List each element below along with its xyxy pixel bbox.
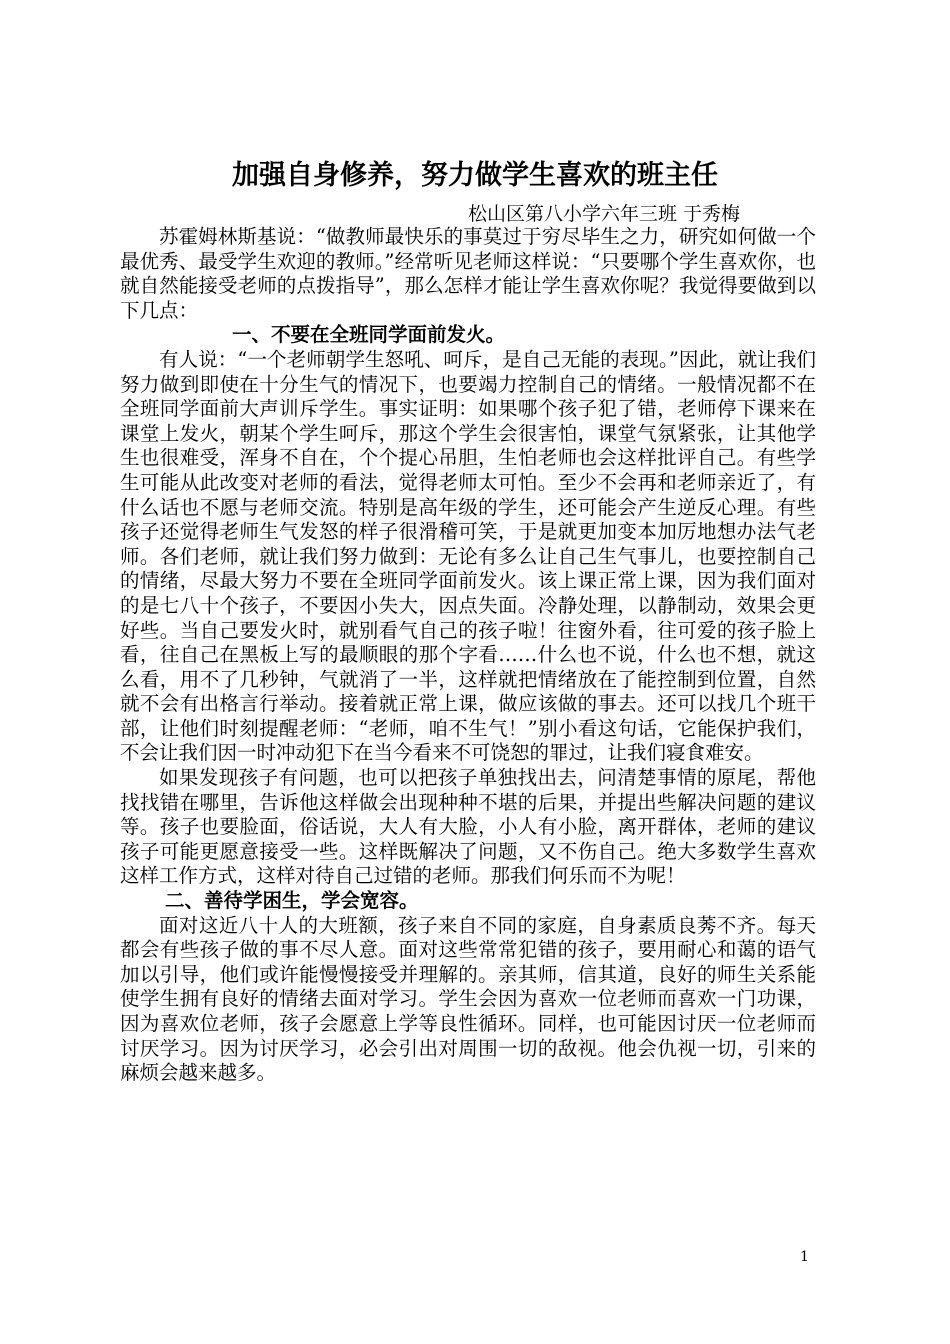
section1-paragraph-1: 有人说：“一个老师朝学生怒吼、呵斥，是自己无能的表现。”因此，就让我们努力做到即使在十分生气的情况下，也要竭力控制自己的情绪。一般情况都不在全班同学面前大声训斥学生。事实证明：如果哪个孩子犯了错，老师停下课来在课堂上发火，朝某个学生呵斥，那这个学生会很害怕，课堂气氛紧张，让其他学生也很难受，浑身不自在，个个提心吊胆，生怕老师也会这样批评自己。有些学生可能从此改变对老师的看法，觉得老师太可怕。至少不会再和老师亲近了，有什么话也不愿与老师交流。特别是高年级的学生，还可能会产生逆反心理。有些孩子还觉得老师生气发怒的样子很滑稽可笑，于是就更加变本加厉地想办法气老师。各们老师，就让我们努力做到：无论有多么让自己生气事儿，也要控制自己的情绪，尽最大努力不要在全班同学面前发火。该上课正常上课，因为我们面对的是七八十个孩子，不要因小失大，因点失面。冷静处理，以静制动，效果会更好些。当自己要发火时，就别看气自己的孩子啦！往窗外看，往可爱的孩子脸上看，往自己在黑板上写的最顺眼的那个字看……什么也不说，什么也不想，就这么看，用不了几秒钟，气就消了一半，这样就把情绪放在了能控制到位置，自然就不会有出格言行举动。接着就正常上课，做应该做的事去。还可以找几个班干部，让他们时刻提醒老师：“老师，咱不生气！”别小看这句话，它能保护我们，不会让我们因一时冲动犯下在当今看来不可饶恕的罪过，让我们寝食难安。 bbox=[120, 347, 816, 765]
intro-paragraph: 苏霍姆林斯基说：“做教师最快乐的事莫过于穷尽毕生之力，研究如何做一个最优秀、最受学生欢迎的教师。”经常听见老师这样说：“只要哪个学生喜欢你，也就自然能接受老师的点拨指导”，那么怎样才能让学生喜欢你呢？我觉得要做到以下几点： bbox=[120, 225, 816, 322]
section-heading-1: 一、不要在全班同学面前发火。 bbox=[232, 323, 506, 347]
section2-paragraph-1: 面对这近八十人的大班额，孩子来自不同的家庭，自身素质良莠不齐。每天都会有些孩子做的事不尽人意。面对这些常常犯错的孩子，要用耐心和蔼的语气加以引导，他们或许能慢慢接受并理解的。亲其师，信其道，良好的师生关系能使学生拥有良好的情绪去面对学习。学生会因为喜欢一位老师而喜欢一门功课，因为喜欢位老师，孩子会愿意上学等良性循环。同样，也可能因讨厌一位老师而讨厌学习。因为讨厌学习，必会引出对周围一切的敌视。他会仇视一切，引来的麻烦会越来越多。 bbox=[120, 913, 816, 1085]
document-body bbox=[120, 225, 816, 1086]
author-line: 松山区第八小学六年三班 于秀梅 bbox=[467, 203, 740, 225]
section1-paragraph-2: 如果发现孩子有问题，也可以把孩子单独找出去，问清楚事情的原尾，帮他找找错在哪里，告诉他这样做会出现种种不堪的后果，并提出些解决问题的建议等。孩子也要脸面，俗话说，大人有大脸，小人有小脸，离开群体，老师的建议孩子可能更愿意接受一些。这样既解决了问题，又不伤自己。绝大多数学生喜欢这样工作方式，这样对待自己过错的老师。那我们何乐而不为呢！ bbox=[120, 766, 816, 888]
document-title: 加强自身修养，努力做学生喜欢的班主任 bbox=[232, 160, 718, 191]
section-heading-2: 二、善待学困生，学会宽容。 bbox=[165, 889, 419, 913]
page-number: 1 bbox=[800, 1249, 809, 1265]
